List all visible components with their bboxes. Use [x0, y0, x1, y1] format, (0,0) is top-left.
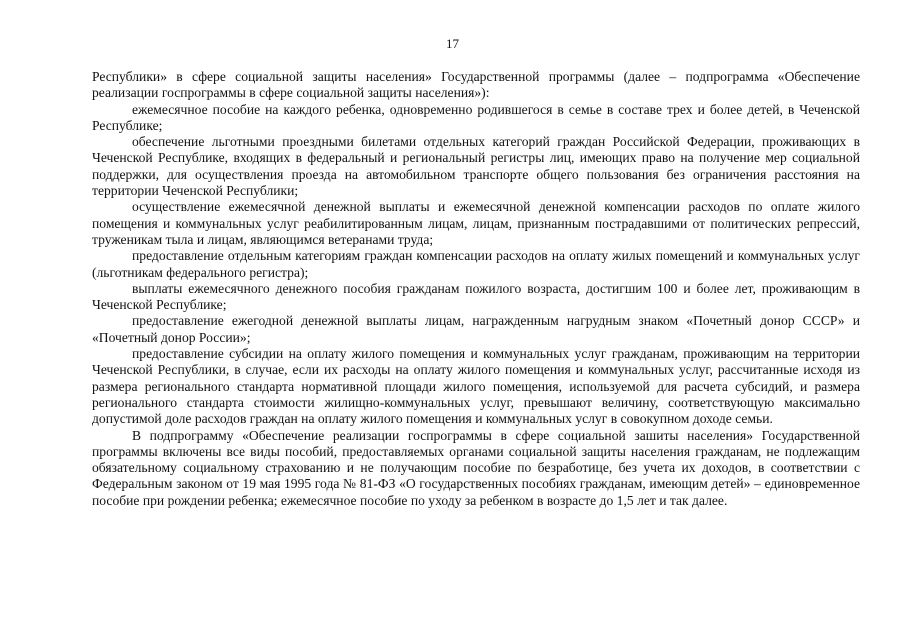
paragraph-travel-tickets: обеспечение льготными проездными билетами отдельных категорий граждан Российской Федерации, проживающих в Чеченской Республике, входящих в федеральный и региональный регистры лиц, имеющих право на получение мер социальной поддержки, для осуществления проезда на автомобильном транспорте общего пользования без ограничения расстояния на территории Чеченской Республики;	[92, 134, 860, 199]
paragraph-housing-compensation: предоставление отдельным категориям граждан компенсации расходов на оплату жилых помещений и коммунальных услуг (льготникам федерального регистра);	[92, 248, 860, 280]
paragraph-monthly-cash-payment: осуществление ежемесячной денежной выплаты и ежемесячной денежной компенсации расходов по оплате жилого помещения и коммунальных услуг реабилитированным лицам, лицам, признанным пострадавшими от политических репрессий, труженикам тыла и лицам, являющимся ветеранами труда;	[92, 199, 860, 247]
page-number: 17	[446, 36, 459, 51]
paragraph-monthly-child-allowance: ежемесячное пособие на каждого ребенка, одновременно родившегося в семье в составе трех и более детей, в Чеченской Республике;	[92, 101, 860, 133]
paragraph-subprogram-scope: В подпрограмму «Обеспечение реализации госпрограммы в сфере социальной зашиты населения» Государственной программы включены все виды пособий, предоставляемых органами социальной защиты населения гражданам, не подлежащим обязательному социальному страхованию и не получающим пособие по безработице, без учета их доходов, в соответствии с Федеральным законом от 19 мая 1995 года № 81-ФЗ «О государственных пособиях гражданам, имеющим детей» – единовременное пособие при рождении ребенка; ежемесячное пособие по уходу за ребенком в возрасте до 1,5 лет и так далее.	[92, 427, 860, 508]
paragraph-elderly-allowance: выплаты ежемесячного денежного пособия гражданам пожилого возраста, достигшим 100 и более лет, проживающим в Чеченской Республике;	[92, 280, 860, 313]
paragraph-housing-subsidy: предоставление субсидии на оплату жилого помещения и коммунальных услуг гражданам, проживающим на территории Чеченской Республики, в случае, если их расходы на оплату жилого помещения и коммунальных услуг, рассчитанные исходя из размера регионального стандарта нормативной площади жилого помещения, используемой для расчета субсидий, и размера регионального стандарта стоимости жилищно-коммунальных услуг, превышают величину, соответствующую максимально допустимой доле расходов граждан на оплату жилого помещения и коммунальных услуг в совокупном доходе семьи.	[92, 346, 860, 427]
paragraph-donor-payment: предоставление ежегодной денежной выплаты лицам, награжденным нагрудным знаком «Почетный донор СССР» и «Почетный донор России»;	[92, 313, 860, 345]
document-body	[92, 69, 860, 509]
paragraph-subprogram-intro: Республики» в сфере социальной защиты населения» Государственной программы (далее – подпрограмма «Обеспечение реализации госпрограммы в сфере социальной защиты населения»):	[92, 69, 860, 101]
